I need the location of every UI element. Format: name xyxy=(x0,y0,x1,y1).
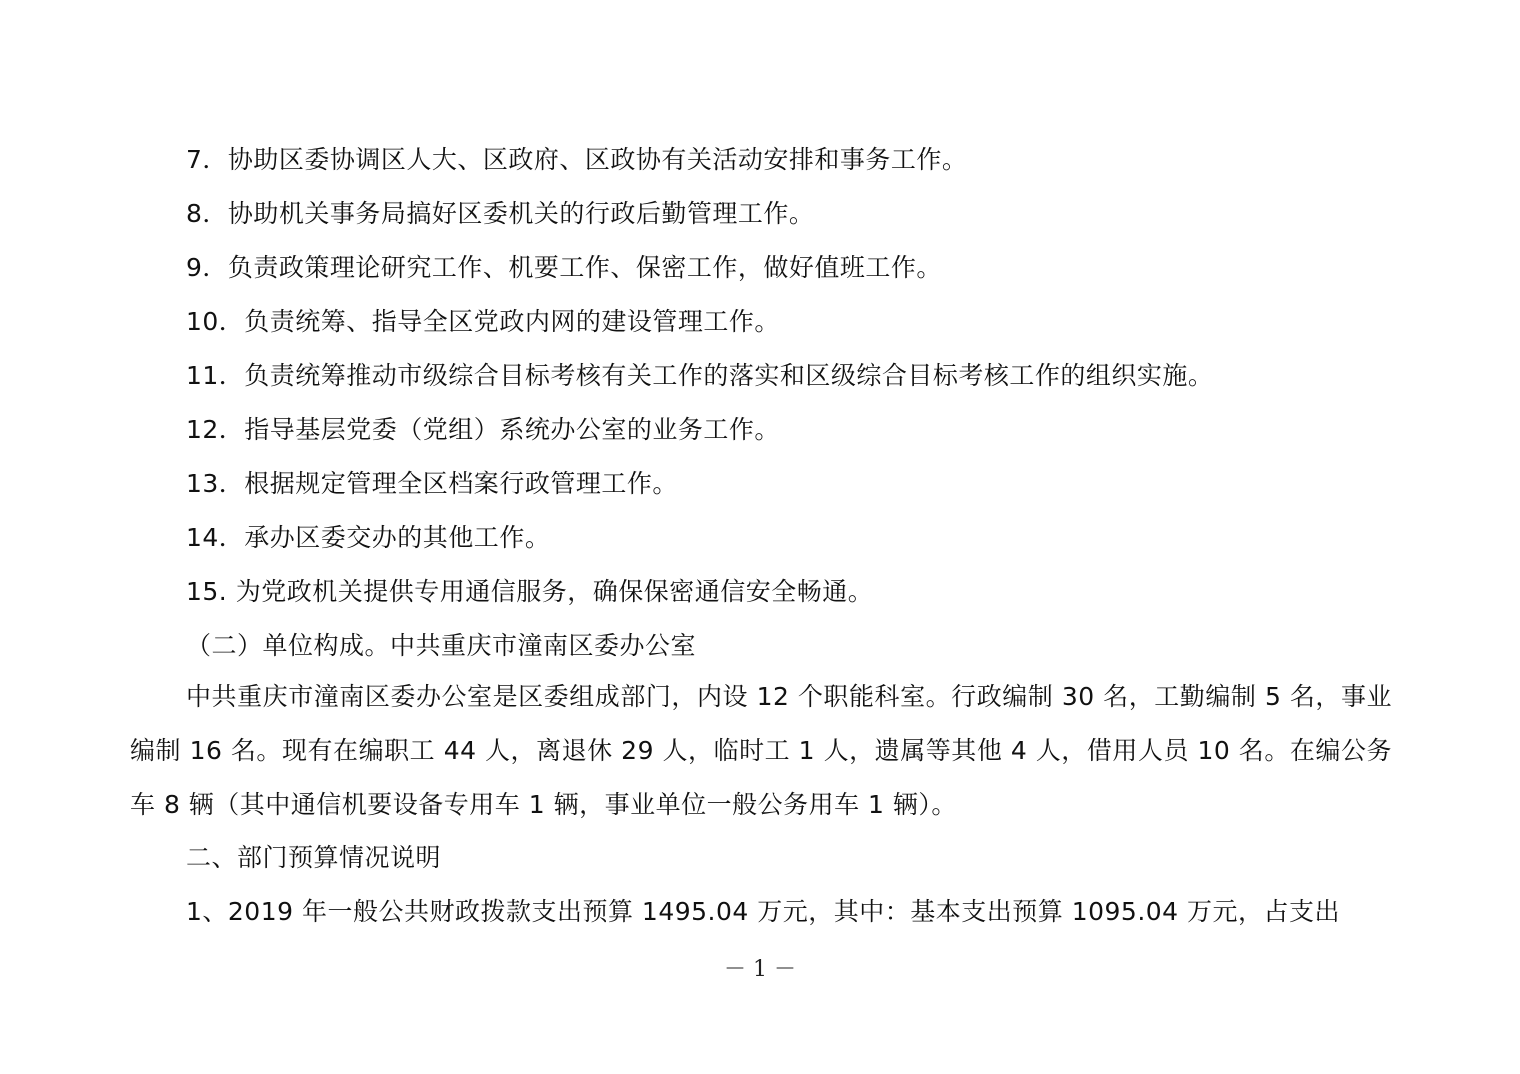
duty-item-7: 7．协助区委协调区人大、区政府、区政协有关活动安排和事务工作。 xyxy=(186,145,968,174)
section-heading-budget: 二、部门预算情况说明 xyxy=(186,843,442,872)
section-heading-unit: （二）单位构成。中共重庆市潼南区委办公室 xyxy=(186,631,697,660)
duty-item-12: 12．指导基层党委（党组）系统办公室的业务工作。 xyxy=(186,415,780,444)
page-number: － 1 － xyxy=(724,957,796,982)
duty-item-10: 10．负责统筹、指导全区党政内网的建设管理工作。 xyxy=(186,307,780,336)
duty-item-13: 13．根据规定管理全区档案行政管理工作。 xyxy=(186,469,678,498)
unit-composition-paragraph: 中共重庆市潼南区委办公室是区委组成部门，内设 12 个职能科室。行政编制 30 名，工勤编制 5 名，事业编制 16 名。现有在编职工 44 人，离退休 29 人，临时工 1 人，遗属等其他 4 人，借用人员 10 名。在编公务车 8 辆（其中通信机要设备专用车 1 辆，事业单位一般公务用车 1 辆）。 xyxy=(130,682,1392,819)
budget-paragraph: 1、2019 年一般公共财政拨款支出预算 1495.04 万元，其中：基本支出预算 1095.04 万元，占支出 xyxy=(186,897,1341,926)
duty-item-14: 14．承办区委交办的其他工作。 xyxy=(186,523,551,552)
duty-item-11: 11．负责统筹推动市级综合目标考核有关工作的落实和区级综合目标考核工作的组织实施。 xyxy=(186,361,1214,390)
duty-item-9: 9．负责政策理论研究工作、机要工作、保密工作，做好值班工作。 xyxy=(186,253,942,282)
duty-item-8: 8．协助机关事务局搞好区委机关的行政后勤管理工作。 xyxy=(186,199,815,228)
duty-item-15: 15. 为党政机关提供专用通信服务，确保保密通信安全畅通。 xyxy=(186,577,874,606)
